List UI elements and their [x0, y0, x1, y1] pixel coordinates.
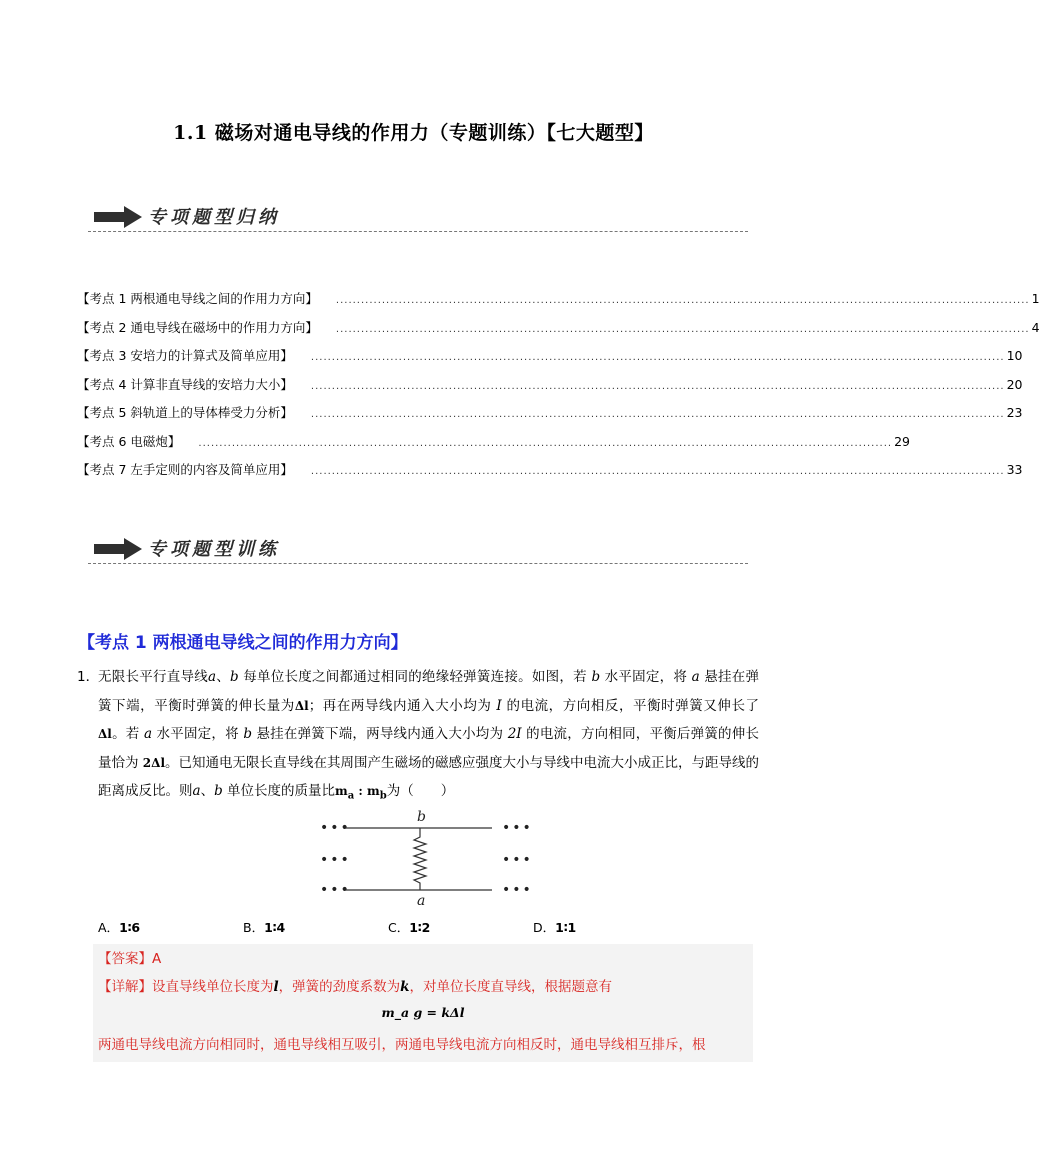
option-b[interactable]: B．1∶4: [243, 920, 286, 935]
toc-item-2[interactable]: [77, 318, 1040, 347]
toc-item-5[interactable]: [77, 403, 1023, 432]
section-heading-kaodian-1: 【考点 1 两根通电导线之间的作用力方向】: [78, 633, 408, 653]
arrow-right-icon: [94, 206, 144, 228]
toc-item-1[interactable]: [77, 289, 1040, 318]
figure-dots: •••: [502, 852, 533, 868]
figure-dots: •••: [320, 882, 351, 898]
toc-page-number: 10: [1006, 348, 1023, 363]
section-banner-summary: [88, 200, 748, 240]
toc-page-number: 23: [1006, 405, 1023, 420]
figure-dots: •••: [502, 820, 533, 836]
toc-leader: ......................................................................................................................................................................: [310, 380, 1005, 392]
toc-leader: ......................................................................................................................................................................: [198, 437, 893, 449]
toc-item-7[interactable]: [77, 460, 1023, 489]
toc-item-label: 【考点 3 安培力的计算式及简单应用】: [77, 348, 293, 363]
toc-page-number: 29: [894, 433, 910, 449]
toc-leader: ......................................................................................................................................................................: [310, 409, 1005, 420]
dashed-divider: [88, 563, 748, 564]
figure-dots: •••: [320, 852, 351, 868]
toc-item-label: 【考点 5 斜轨道上的导体棒受力分析】: [77, 405, 293, 420]
formula-line: m_a g = kΔl: [381, 1005, 465, 1020]
answer-options: [98, 918, 678, 936]
toc-item-4[interactable]: [77, 375, 1023, 404]
wires-spring-figure: [316, 807, 536, 907]
option-d[interactable]: D．1∶1: [533, 920, 577, 935]
dashed-divider: [88, 231, 748, 232]
toc-item-label: 【考点 7 左手定则的内容及简单应用】: [77, 462, 293, 477]
toc-item-label: 【考点 6 电磁炮】: [77, 433, 181, 449]
answer-line: 【答案】A: [98, 951, 162, 967]
toc-item-label: 【考点 1 两根通电导线之间的作用力方向】: [77, 291, 318, 306]
banner-training-label: 专项题型训练: [148, 539, 280, 560]
question-number: 1．: [77, 669, 100, 685]
option-a[interactable]: A．1∶6: [98, 920, 141, 935]
label-a: a: [417, 893, 426, 909]
toc-page-number: 4: [1031, 319, 1040, 335]
spring-icon: [414, 828, 426, 890]
figure-svg: [316, 807, 536, 907]
figure-dots: •••: [320, 820, 351, 836]
document-title: 1.1 磁场对通电导线的作用力（专题训练）【七大题型】: [173, 122, 654, 144]
detail-line-2: 两通电导线电流方向相同时，通电导线相互吸引，两通电导线电流方向相反时，通电导线相互排斥，根: [98, 1037, 706, 1053]
toc-page-number: 20: [1006, 376, 1023, 392]
question-stem: 无限长平行直导线a、b 每单位长度之间都通过相同的绝缘轻弹簧连接。如图，若 b 水平固定，将 a 悬挂在弹簧下端，平衡时弹簧的伸长量为Δl；再在两导线内通入大小均为 I 的电流，方向相反，平衡时弹簧又伸长了 Δl。若 a 水平固定，将 b 悬挂在弹簧下端，两导线内通入大小均为 2I 的电流，方向相同，平衡后弹簧的伸长量恰为 2Δl。已知通电无限长直导线在其周围产生磁场的磁感应强度大小与导线中电流大小成正比，与距导线的距离成反比。则a、b 单位长度的质量比$m_a$ : $m_b$为（ ）: [98, 669, 760, 802]
label-b: b: [417, 809, 426, 825]
toc-leader: ......................................................................................................................................................................: [310, 352, 1005, 363]
toc-item-6[interactable]: [77, 432, 910, 461]
table-of-contents: [77, 289, 1040, 489]
toc-item-3[interactable]: [77, 346, 1023, 375]
toc-leader: ......................................................................................................................................................................: [310, 466, 1005, 477]
answer-explanation-box: [93, 944, 753, 1062]
detail-line-1: 【详解】设直导线单位长度为l，弹簧的劲度系数为k，对单位长度直导线，根据题意有: [98, 979, 612, 995]
toc-item-label: 【考点 2 通电导线在磁场中的作用力方向】: [77, 319, 318, 335]
figure-dots: •••: [502, 882, 533, 898]
toc-leader: ......................................................................................................................................................................: [335, 323, 1030, 335]
arrow-right-icon: [94, 538, 144, 560]
question-1: [77, 663, 759, 811]
toc-leader: ......................................................................................................................................................................: [335, 295, 1030, 306]
option-c[interactable]: C．1∶2: [388, 920, 431, 935]
banner-summary-label: 专项题型归纳: [148, 207, 280, 228]
toc-page-number: 1: [1031, 291, 1040, 306]
toc-item-label: 【考点 4 计算非直导线的安培力大小】: [77, 376, 293, 392]
section-banner-training: [88, 532, 748, 572]
toc-page-number: 33: [1006, 462, 1023, 477]
